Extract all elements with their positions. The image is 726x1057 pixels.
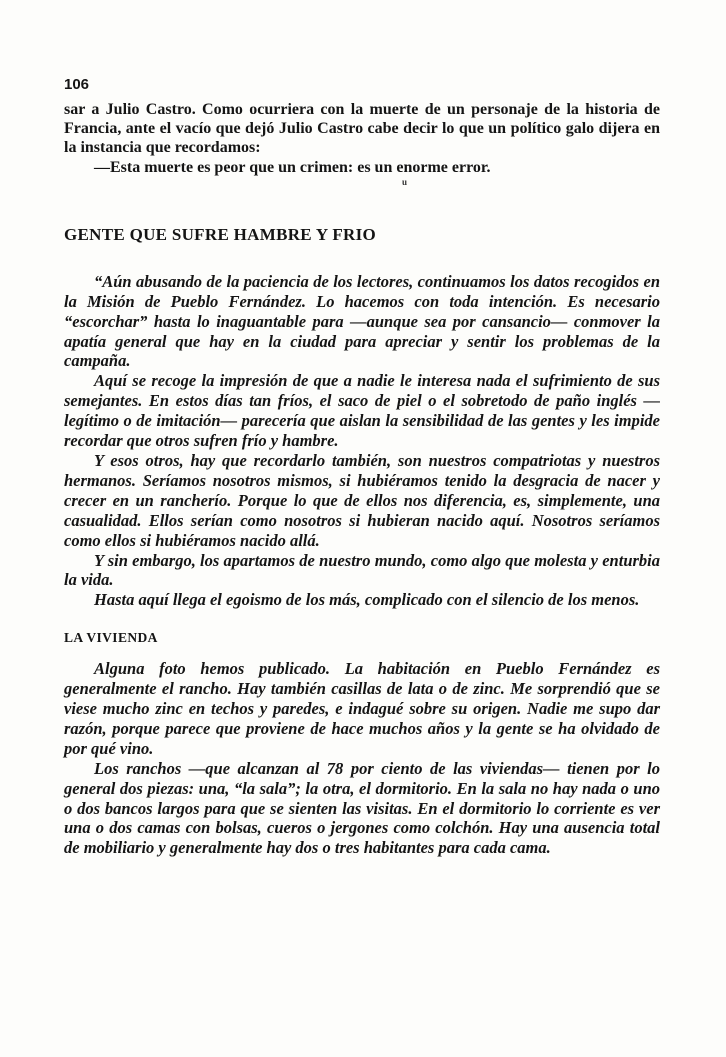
intro-block (64, 100, 660, 177)
intro-quote: —Esta muerte es peor que un crimen: es un enorme error. (94, 158, 491, 176)
intro-paragraph: sar a Julio Castro. Como ocurriera con la muerte de un personaje de la historia de Francia, ante el vacío que dejó Julio Castro cabe decir lo que un político galo dijera en la instancia que recordamos: (64, 101, 660, 157)
section-heading-la-vivienda: LA VIVIENDA (64, 630, 158, 646)
page-number: 106 (64, 76, 90, 93)
article-paragraph: Aquí se recoge la impresión de que a nadie le interesa nada el sufrimiento de sus semejantes. En estos días tan fríos, el saco de piel o el sobretodo de paño inglés —legítimo o de imitación— parecería que aislan la sensibilidad de las gentes y les impide recordar que otros sufren frío y hambre. (64, 371, 660, 451)
article-paragraph: Y esos otros, hay que recordarlo también, son nuestros compatriotas y nuestros hermanos. Seríamos nosotros mismos, si hubiéramos tenido la desgracia de nacer y crecer en un rancherío. Porque lo que de ellos nos diferencia, es, simplemente, una casualidad. Ellos serían como nosotros si hubieran nacido aquí. Nosotros seríamos como ellos si hubiéramos nacido allá. (64, 450, 660, 550)
article-la-vivienda (64, 659, 660, 858)
article-paragraph: “Aún abusando de la paciencia de los lectores, continuamos los datos recogidos en la Misión de Pueblo Fernández. Lo hacemos con toda intención. Es necesario “escorchar” hasta lo inaguantable para —aunque sea por cansancio— conmover la apatía general que hay en la ciudad para apreciar y sentir los problemas de la campaña. (64, 271, 660, 371)
article-paragraph: Los ranchos —que alcanzan al 78 por ciento de las viviendas— tienen por lo general dos piezas: una, “la sala”; la otra, el dormitorio. En la sala no hay nada o uno o dos bancos largos para que se sienten las visitas. En el dormitorio lo corriente es ver una o dos camas con bolsas, cueros o jergones como colchón. Hay una ausencia total de mobiliario y generalmente hay dos o tres habitantes para cada cama. (64, 758, 660, 858)
article-paragraph: Y sin embargo, los apartamos de nuestro mundo, como algo que molesta y enturbia la vida. (64, 550, 660, 590)
article-paragraph: Alguna foto hemos publicado. La habitación en Pueblo Fernández es generalmente el rancho. Hay también casillas de lata o de zinc. Me sorprendió que se viese mucho zinc en techos y paredes, e indagué sobre su origen. Nadie me supo dar razón, porque parece que proviene de hace muchos años y la gente se ha olvidado de por qué vino. (64, 659, 660, 758)
article-paragraph: Hasta aquí llega el egoismo de los más, complicado con el silencio de los menos. (94, 590, 640, 610)
section-heading-gente-que-sufre: GENTE QUE SUFRE HAMBRE Y FRIO (64, 224, 377, 244)
print-artifact-mark: u (402, 176, 408, 187)
article-gente-que-sufre (64, 272, 660, 610)
